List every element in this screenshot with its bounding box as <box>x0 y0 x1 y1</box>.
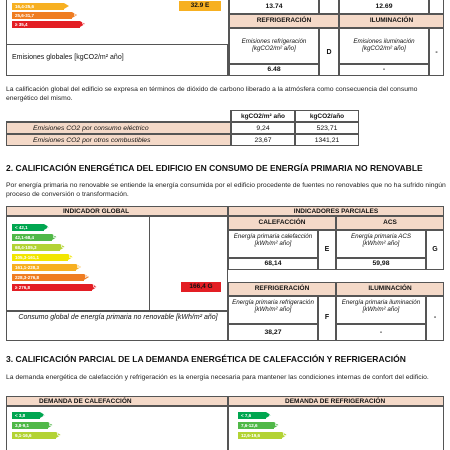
s2-refrigeration-header: REFRIGERACIÓN <box>228 282 336 296</box>
section-2-table <box>6 206 444 341</box>
section-2-title: 2. CALIFICACIÓN ENERGÉTICA DEL EDIFICIO EN CONSUMO DE ENERGÍA PRIMARIA NO RENOVABLE <box>6 163 423 173</box>
s2-scale-bar-f: 228,3-276,8 <box>12 274 84 281</box>
top-refrigeration-header: REFRIGERACIÓN <box>229 14 339 28</box>
top-illumination-header: ILUMINACIÓN <box>339 14 444 28</box>
s3-heat-letter-c: C <box>57 432 61 438</box>
s2-scale-letter-f: F <box>85 274 89 280</box>
s2-scale-bar-b: 42,1-68,4 <box>12 234 52 241</box>
s2-illum-value: - <box>336 324 426 341</box>
co2-row-1-v2: 523,71 <box>295 122 359 134</box>
s2-scale-bar-c: 68,4-105,3 <box>12 244 60 251</box>
top-illum-value: - <box>339 64 429 76</box>
co2-header-1: kgCO2/m² año <box>231 110 295 122</box>
top-lighting-letter-cell <box>429 0 444 14</box>
heating-demand-header: DEMANDA DE CALEFACCIÓN <box>6 396 228 406</box>
global-consumption-label: Consumo global de energía primaria no renovable [kWh/m² año] <box>18 314 218 321</box>
co2-row-1-label: Emisiones CO2 por consumo eléctrico <box>6 122 231 134</box>
s3-cool-letter-c: C <box>283 432 287 438</box>
s3-cool-letter-a: A <box>269 412 273 418</box>
s2-scale-bar-e: 161,1-228,3 <box>12 264 76 271</box>
top-refr-letter: D <box>319 28 339 76</box>
s2-scale-bar-g: ≥ 276,8 <box>12 284 92 291</box>
acs-letter: G <box>426 230 444 270</box>
co2-row-1-v1: 9,24 <box>231 122 295 134</box>
s3-heat-bar-c: 9,1-16,6 <box>12 432 56 439</box>
heating-header: CALEFACCIÓN <box>228 216 336 230</box>
heating-label: Energía primaria calefacción [kWh/m² año] <box>233 233 313 247</box>
acs-header: ACS <box>336 216 444 230</box>
co2-table <box>6 110 361 150</box>
s3-cool-bar-b: 7,6-12,6 <box>238 422 274 429</box>
global-indicator-header: INDICADOR GLOBAL <box>6 206 228 216</box>
scale-bar-g: ≥ 35,4 <box>12 21 80 28</box>
partial-indicators-header: INDICADORES PARCIALES <box>228 206 444 216</box>
heating-letter: E <box>318 230 336 270</box>
intro-paragraph: La calificación global del edificio se expresa en términos de dióxido de carbono liberado a la atmósfera como consecuencia del consumo energético del mismo. <box>6 86 418 102</box>
section-3-title: 3. CALIFICACIÓN PARCIAL DE LA DEMANDA ENERGÉTICA DE CALEFACCIÓN Y REFRIGERACIÓN <box>6 354 406 364</box>
s2-scale-letter-d: D <box>69 254 73 260</box>
s3-heat-letter-b: B <box>49 422 53 428</box>
top-certificate-block <box>6 0 444 76</box>
scale-letter-f: F <box>74 12 78 18</box>
section-3-paragraph: La demanda energética de calefacción y refrigeración es la energía necesaria para mantener las condiciones internas de confort del edificio. <box>6 374 429 381</box>
s2-refr-value: 38,27 <box>228 324 318 341</box>
section-2-paragraph: Por energía primaria no renovable se entiende la energía consumida por el edificio procedente de fuentes no renovables que no ha sufrido ningún proceso de conversión o transformación. <box>6 182 446 198</box>
s2-refr-letter: F <box>318 296 336 341</box>
co2-row-2-v2: 1341,21 <box>295 134 359 146</box>
scale-bar-e: 16,4-25,6 <box>12 3 64 10</box>
co2-row-2-v1: 23,67 <box>231 134 295 146</box>
top-rating-flag: 32.9 E <box>179 1 221 11</box>
scale-bar-f: 25,6-31,7 <box>12 12 72 19</box>
s2-scale-bar-a: < 42,1 <box>12 224 44 231</box>
s3-cool-letter-b: B <box>275 422 279 428</box>
s2-scale-letter-a: A <box>47 224 51 230</box>
s2-scale-bar-d: 105,3-161,1 <box>12 254 68 261</box>
co2-header-blank <box>6 110 231 122</box>
scale-letter-e: E <box>70 3 75 9</box>
s2-illum-label: Energía primaria iluminación [kWh/m² año] <box>341 299 421 313</box>
top-lighting-value: 12.69 <box>375 3 393 10</box>
top-refr-label: Emisiones refrigeración [kgCO2/m² año] <box>241 38 307 52</box>
co2-row-2-label: Emisiones CO2 por otros combustibles <box>6 134 231 146</box>
scale-letter-g: G <box>82 21 87 27</box>
s2-scale-letter-g: G <box>93 284 98 290</box>
s3-heat-letter-a: A <box>43 412 47 418</box>
s3-heat-bar-b: 3,8-9,1 <box>12 422 48 429</box>
s3-heat-bar-a: < 3,8 <box>12 412 40 419</box>
heating-value: 68,14 <box>228 258 318 270</box>
top-heating-letter-cell <box>319 0 339 14</box>
acs-value: 59,98 <box>336 258 426 270</box>
s2-scale-letter-b: B <box>53 234 57 240</box>
s2-refr-label: Energía primaria refrigeración [kWh/m² año] <box>232 299 314 313</box>
cooling-demand-header: DEMANDA DE REFRIGERACIÓN <box>228 396 444 406</box>
top-illum-letter: - <box>429 28 444 76</box>
section-3-table <box>6 396 444 450</box>
global-scale-divider <box>149 216 150 311</box>
top-global-emissions-label: Emisiones globales [kgCO2/m² año] <box>12 54 124 61</box>
s2-scale-letter-e: E <box>77 264 81 270</box>
top-refr-value: 6.48 <box>229 64 319 76</box>
s3-cool-bar-a: < 7,6 <box>238 412 266 419</box>
s2-illum-letter: - <box>426 296 444 341</box>
top-heating-value: 13.74 <box>265 3 283 10</box>
acs-label: Energía primaria ACS [kWh/m² año] <box>351 233 411 247</box>
s2-rating-flag: 166,4 G <box>181 282 221 292</box>
co2-header-2: kgCO2/año <box>295 110 359 122</box>
s2-scale-letter-c: C <box>61 244 65 250</box>
s3-cool-bar-c: 12,6-19,6 <box>238 432 282 439</box>
s2-illumination-header: ILUMINACIÓN <box>336 282 444 296</box>
top-illum-label: Emisiones iluminación [kgCO2/m² año] <box>353 38 415 52</box>
